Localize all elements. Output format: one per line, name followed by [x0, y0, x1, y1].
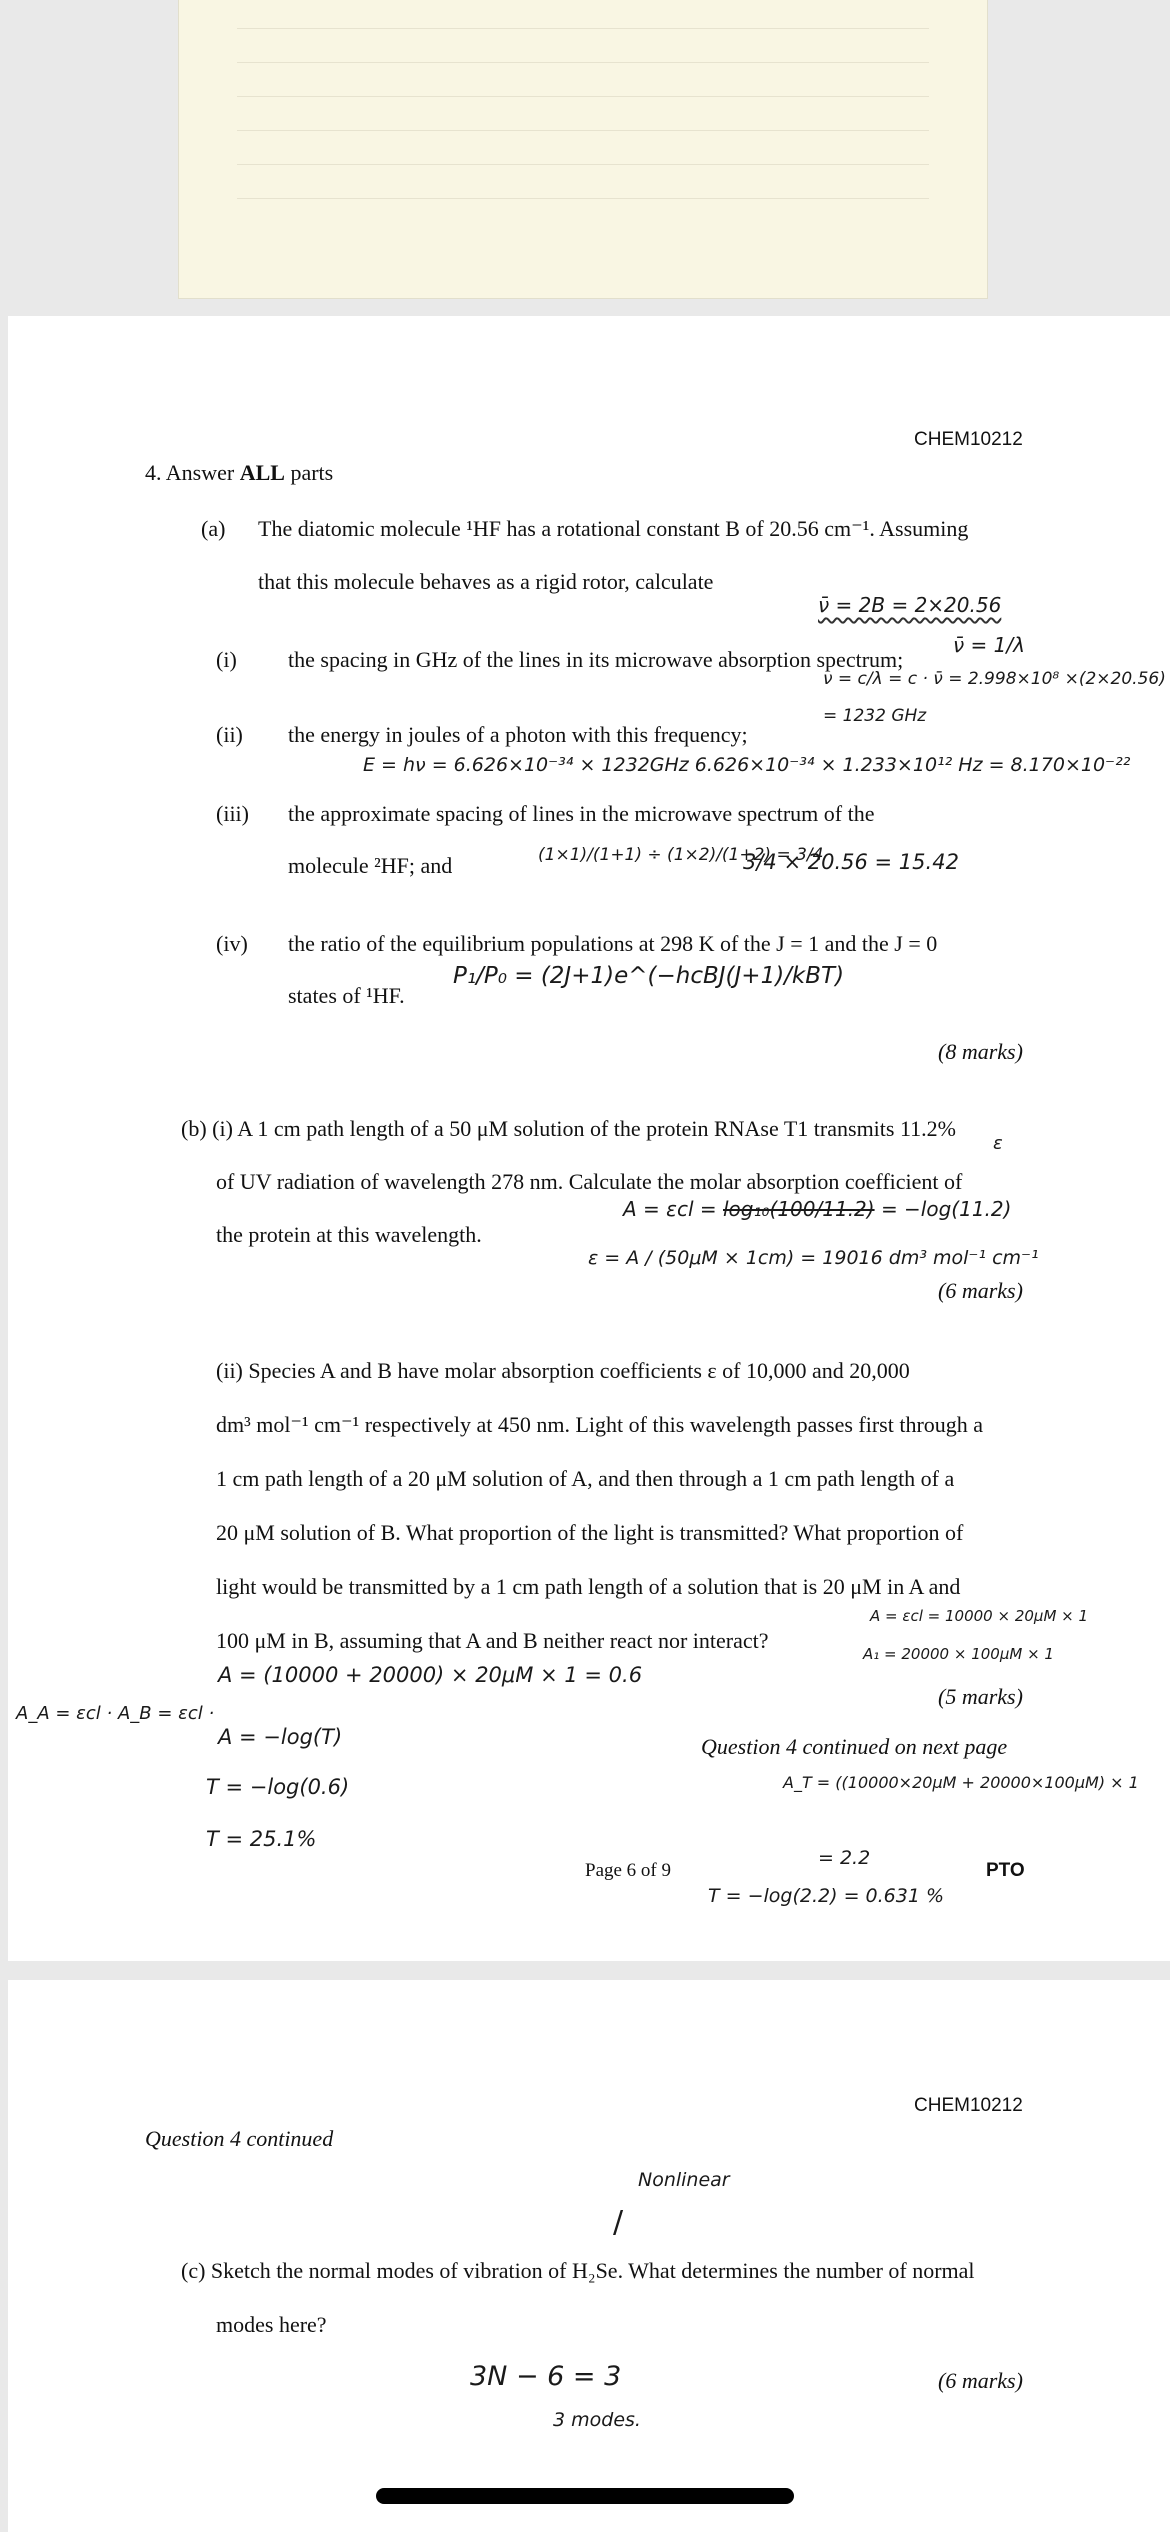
hw-nu-calc: ν = c/λ = c · ν̄ = 2.998×10⁸ ×(2×20.56) [823, 669, 1166, 689]
part-b-i-line1: (b) (i) A 1 cm path length of a 50 μM solution of the protein RNAse T1 transmits 11.2% [181, 1116, 956, 1141]
part-c-line2: modes here? [216, 2312, 327, 2337]
notepad-background [178, 0, 988, 299]
exam-page-7 [8, 1980, 1170, 2532]
course-code: CHEM10212 [914, 429, 1023, 450]
part-b-ii-line3: 1 cm path length of a 20 μM solution of A, and then through a 1 cm path length of a [216, 1466, 955, 1491]
hw-t-log: T = −log(0.6) [206, 1775, 350, 1799]
part-b-ii-line1: (ii) Species A and B have molar absorption coefficients ε of 10,000 and 20,000 [216, 1358, 910, 1383]
hw-t-percent: T = 25.1% [206, 1827, 317, 1851]
hw-nu-2b: ν̄ = 2B = 2×20.56 [818, 593, 1002, 617]
hw-nonlinear: Nonlinear [638, 2169, 730, 2191]
hw-modes-equation: 3N − 6 = 3 [470, 2361, 622, 2392]
hw-ratio-frac: (1×1)/(1+1) ÷ (1×2)/(1+2) = 3/4 [538, 845, 824, 865]
part-a-line2: that this molecule behaves as a rigid rotor, calculate [258, 569, 714, 594]
notepad-rule [237, 198, 929, 199]
page-number: Page 6 of 9 [585, 1860, 672, 1881]
notepad-rule [237, 96, 929, 97]
part-a-line1: The diatomic molecule ¹HF has a rotational constant B of 20.56 cm⁻¹. Assuming [258, 516, 969, 541]
hw-a-total: A = (10000 + 20000) × 20μM × 1 = 0.6 [218, 1663, 643, 1687]
part-b-ii-line5: light would be transmitted by a 1 cm path length of a solution that is 20 μM in A and [216, 1574, 961, 1599]
notepad-rule [237, 28, 929, 29]
hw-energy: E = hν = 6.626×10⁻³⁴ × 1232GHz 6.626×10⁻³⁴ × 1.233×10¹² Hz = 8.170×10⁻²² [363, 754, 1131, 776]
notepad-rule [237, 164, 929, 165]
hw-population-ratio: P₁/P₀ = (2J+1)e^(−hcBJ(J+1)/kBT) [453, 963, 845, 989]
question4-continued: Question 4 continued [145, 2126, 334, 2151]
notepad-rule [237, 130, 929, 131]
part-a-ii-text: the energy in joules of a photon with this frequency; [288, 722, 748, 747]
part-a-marks: (8 marks) [938, 1039, 1023, 1064]
part-a-iii-label: (iii) [216, 801, 249, 826]
pto-label: PTO [986, 1860, 1025, 1881]
part-a-iv-label: (iv) [216, 931, 248, 956]
part-b-i-marks: (6 marks) [938, 1278, 1023, 1303]
hw-beer-lambert: A = εcl = log₁₀(100/11.2) = −log(11.2) [623, 1197, 1012, 1221]
part-a-iii-text2: molecule ²HF; and [288, 853, 453, 878]
part-a-ii-label: (ii) [216, 722, 243, 747]
part-a-i-label: (i) [216, 647, 237, 672]
hw-ratio-calc: 3/4 × 20.56 = 15.42 [743, 850, 959, 874]
continued-on-next-page: Question 4 continued on next page [701, 1734, 1008, 1759]
part-c-marks: (6 marks) [938, 2368, 1023, 2393]
part-b-ii-marks: (5 marks) [938, 1684, 1023, 1709]
hw-t-final: T = −log(2.2) = 0.631 % [708, 1885, 945, 1907]
course-code-page2: CHEM10212 [914, 2095, 1023, 2116]
hw-epsilon-calc: ε = A / (50μM × 1cm) = 19016 dm³ mol⁻¹ cm⁻¹ [588, 1247, 1039, 1269]
exam-page-6 [8, 316, 1170, 1961]
hw-a-side: A = εcl = 10000 × 20μM × 1 [870, 1607, 1089, 1625]
part-a-iv-text: the ratio of the equilibrium populations at 298 K of the J = 1 and the J = 0 [288, 931, 938, 956]
hw-nu-bar: ν̄ = 1/λ [953, 633, 1025, 657]
part-b-ii-line4: 20 μM solution of B. What proportion of the light is transmitted? What proportion of [216, 1520, 964, 1545]
hw-ab-left: A_A = εcl · A_B = εcl · [16, 1703, 215, 1724]
part-a-iii-text: the approximate spacing of lines in the microwave spectrum of the [288, 801, 875, 826]
part-b-i-line2: of UV radiation of wavelength 278 nm. Calculate the molar absorption coefficient of [216, 1169, 963, 1194]
hw-a1-side: A₁ = 20000 × 100μM × 1 [863, 1645, 1054, 1663]
part-a-label: (a) [201, 516, 226, 541]
part-b-i-line3: the protein at this wavelength. [216, 1222, 482, 1247]
hw-slash: / [613, 2205, 624, 2240]
hw-ghz: = 1232 GHz [823, 706, 927, 726]
part-a-iv-text2: states of ¹HF. [288, 983, 405, 1008]
part-b-ii-line6: 100 μM in B, assuming that A and B neither react nor interact? [216, 1628, 769, 1653]
notepad-rule [237, 62, 929, 63]
hw-epsilon: ε [993, 1133, 1003, 1154]
part-c-line1: (c) Sketch the normal modes of vibration of H₂Se. What determines the number of normal [181, 2258, 975, 2283]
part-a-i-text: the spacing in GHz of the lines in its microwave absorption spectrum; [288, 647, 904, 672]
hw-a-total-mix: A_T = ((10000×20μM + 20000×100μM) × 1 [783, 1773, 1139, 1792]
home-indicator[interactable] [376, 2488, 794, 2504]
hw-a-log: A = −log(T) [218, 1725, 343, 1749]
question-heading: 4. Answer ALL parts [145, 460, 334, 485]
hw-modes-answer: 3 modes. [553, 2409, 641, 2431]
hw-a-2-2: = 2.2 [818, 1847, 871, 1869]
part-b-ii-line2: dm³ mol⁻¹ cm⁻¹ respectively at 450 nm. Light of this wavelength passes first through a [216, 1412, 984, 1437]
